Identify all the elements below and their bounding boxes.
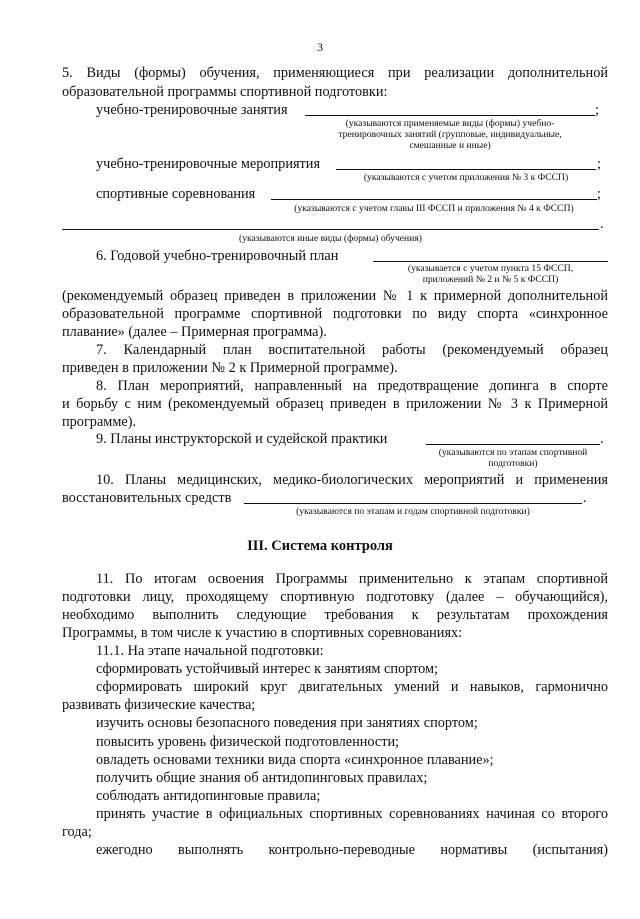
requirement-item: ежегодно выполнять контрольно-переводные нормативы (испытания) bbox=[96, 842, 608, 858]
section-10-line-1: 10. Планы медицинских, медико-биологических мероприятий и применения bbox=[96, 472, 608, 488]
requirement-item: года; bbox=[62, 824, 92, 840]
section-9-label: 9. Планы инструкторской и судейской практики bbox=[96, 431, 388, 447]
training-sessions-label: учебно-тренировочные занятия bbox=[96, 102, 288, 118]
section-heading-iii: III. Система контроля bbox=[247, 538, 393, 554]
section-6-line-3: плавание» (далее – Примерная программа). bbox=[62, 324, 327, 340]
requirement-item: развивать физические качества; bbox=[62, 697, 256, 713]
competitions-semicolon: ; bbox=[597, 186, 601, 202]
section-9-note-2: подготовки) bbox=[488, 458, 538, 469]
other-forms-period: . bbox=[600, 216, 604, 232]
section-5-line-2: образовательной программы спортивной подготовки: bbox=[62, 84, 388, 100]
training-events-semicolon: ; bbox=[597, 156, 601, 172]
page-number: 3 bbox=[317, 40, 323, 54]
training-sessions-semicolon: ; bbox=[595, 102, 599, 118]
competitions-note: (указываются с учетом главы III ФССП и приложения № 4 к ФССП) bbox=[294, 203, 574, 214]
section-10-period: . bbox=[583, 490, 587, 506]
training-sessions-note-3: смешанные и иные) bbox=[409, 140, 491, 151]
section-10-line-2: восстановительных средств bbox=[62, 490, 232, 506]
section-11-1-heading: 11.1. На этапе начальной подготовки: bbox=[96, 643, 324, 659]
other-forms-blank bbox=[62, 229, 599, 230]
section-11-line-1: 11. По итогам освоения Программы применительно к этапам спортивной bbox=[96, 571, 608, 587]
section-6-line-2: образовательной программе спортивной подготовки по виду спорта «синхронное bbox=[62, 306, 608, 322]
section-6-line-1: (рекомендуемый образец приведен в приложении № 1 к примерной дополнительной bbox=[62, 288, 608, 304]
section-10-blank bbox=[244, 503, 582, 504]
section-6-note-1: (указывается с учетом пункта 15 ФССП, bbox=[407, 263, 574, 274]
section-8-line-2: и борьбу с ним (рекомендуемый образец приведен в приложении № 3 к Примерной bbox=[62, 396, 608, 412]
training-sessions-note-1: (указываются применяемые виды (формы) учебно- bbox=[345, 118, 555, 129]
section-8-line-3: программе). bbox=[62, 414, 137, 430]
requirement-item: овладеть основами техники вида спорта «синхронное плавание»; bbox=[96, 752, 494, 768]
competitions-label: спортивные соревнования bbox=[96, 186, 256, 202]
section-9-period: . bbox=[600, 431, 604, 447]
section-7-line-2: приведен в приложении № 2 к Примерной программе). bbox=[62, 360, 398, 376]
section-5-line-1: 5. Виды (формы) обучения, применяющиеся при реализации дополнительной bbox=[62, 65, 608, 81]
section-9-blank bbox=[426, 444, 600, 445]
section-6-note-2: приложений № 2 и № 5 к ФССП) bbox=[422, 274, 559, 285]
requirement-item: соблюдать антидопинговые правила; bbox=[96, 788, 321, 804]
section-11-line-4: Программы, в том числе к участию в спортивных соревнованиях: bbox=[62, 625, 463, 641]
section-11-line-3: необходимо выполнить следующие требования к результатам прохождения bbox=[62, 607, 608, 623]
section-9-note-1: (указываются по этапам спортивной bbox=[438, 447, 588, 458]
training-sessions-note-2: тренировочных занятий (групповые, индивидуальные, bbox=[338, 129, 562, 140]
section-6-label: 6. Годовой учебно-тренировочный план bbox=[96, 248, 339, 264]
training-events-blank bbox=[336, 169, 596, 170]
requirement-item: принять участие в официальных спортивных соревнованиях начиная со второго bbox=[96, 806, 608, 822]
section-8-line-1: 8. План мероприятий, направленный на предотвращение допинга в спорте bbox=[96, 378, 608, 394]
section-7-line-1: 7. Календарный план воспитательной работы (рекомендуемый образец bbox=[96, 342, 608, 358]
competitions-blank bbox=[271, 199, 597, 200]
other-forms-note: (указываются иные виды (формы) обучения) bbox=[239, 233, 422, 244]
training-events-label: учебно-тренировочные мероприятия bbox=[96, 156, 321, 172]
requirement-item: повысить уровень физической подготовленности; bbox=[96, 734, 400, 750]
section-6-blank bbox=[373, 261, 608, 262]
training-sessions-blank bbox=[305, 115, 595, 116]
requirement-item: получить общие знания об антидопинговых правилах; bbox=[96, 770, 428, 786]
requirement-item: изучить основы безопасного поведения при занятиях спортом; bbox=[96, 715, 478, 731]
requirement-item: сформировать устойчивый интерес к занятиям спортом; bbox=[96, 661, 439, 677]
requirement-item: сформировать широкий круг двигательных умений и навыков, гармонично bbox=[96, 679, 608, 695]
section-10-note: (указываются по этапам и годам спортивной подготовки) bbox=[296, 506, 530, 517]
training-events-note: (указываются с учетом приложения № 3 к ФССП) bbox=[363, 172, 569, 183]
section-11-line-2: подготовки лицу, проходящему спортивную подготовку (далее – обучающийся), bbox=[62, 589, 608, 605]
